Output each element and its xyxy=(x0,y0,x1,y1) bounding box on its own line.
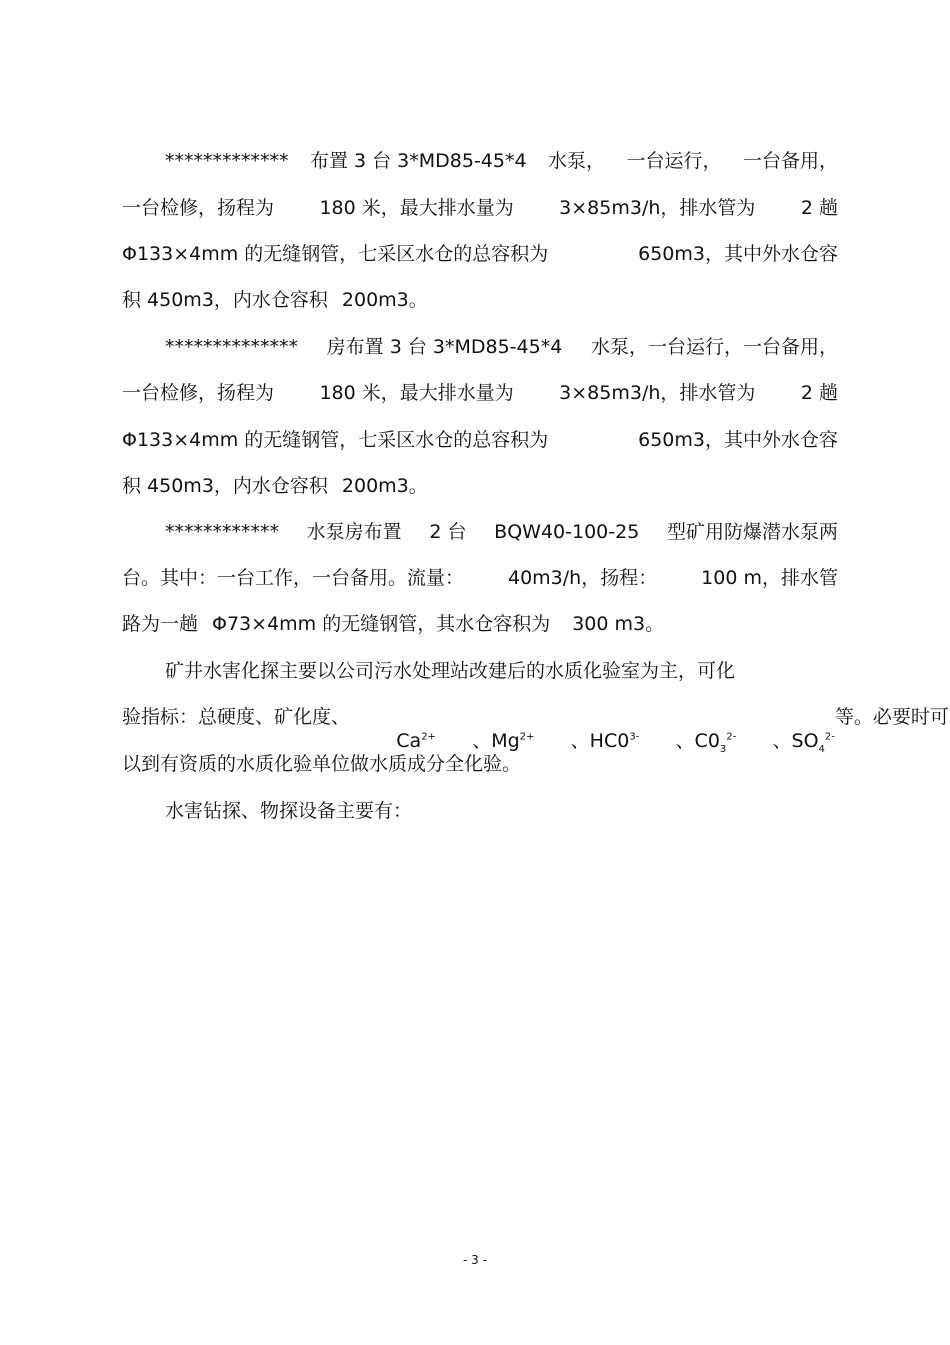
ion-subscript: 4 xyxy=(818,743,825,755)
text-segment: 、C0 xyxy=(675,730,720,752)
paragraph-1-line-4 xyxy=(122,288,838,312)
text-segment: 100 m，排水管 xyxy=(701,567,838,589)
paragraph-3-line-1 xyxy=(165,520,838,544)
text-segment: 200m3。 xyxy=(341,289,428,311)
text-segment: BQW40-100-25 xyxy=(494,521,640,543)
text-segment: 水泵，一台运行，一台备用， xyxy=(590,336,838,358)
redacted-text: ************** xyxy=(165,336,298,358)
page-number: - 3 - xyxy=(463,1253,487,1267)
text-segment: 3×85m3/h，排水管为 xyxy=(559,197,756,219)
paragraph-1-line-1 xyxy=(165,149,838,173)
text-segment: 2 趟 xyxy=(800,382,838,404)
ion-subscript: 3 xyxy=(719,743,727,755)
text-segment: Φ133×4mm 的无缝钢管，七采区水仓的总容积为 xyxy=(122,243,549,265)
paragraph-1-line-2 xyxy=(122,196,838,220)
paragraph-2-line-1 xyxy=(165,335,838,359)
text-segment: Φ133×4mm 的无缝钢管，七采区水仓的总容积为 xyxy=(122,429,549,451)
text-segment: 布置 3 台 3*MD85-45*4 xyxy=(309,150,527,172)
paragraph-3-line-2 xyxy=(122,566,838,590)
paragraph-4-line-3 xyxy=(122,752,838,776)
ion-charge: 2+ xyxy=(421,731,436,743)
ion-charge: 3- xyxy=(629,731,640,743)
text-segment: Ca xyxy=(396,730,422,752)
text-segment: 型矿用防爆潜水泵两 xyxy=(666,521,838,543)
text-segment: 一台检修，扬程为 xyxy=(122,382,275,404)
paragraph-1-line-3 xyxy=(122,242,838,266)
text-segment: 路为一趟 xyxy=(122,613,199,635)
text-segment: 300 m3。 xyxy=(572,613,665,635)
text-segment: 一台检修，扬程为 xyxy=(122,197,275,219)
text-segment: 验指标：总硬度、矿化度、 xyxy=(122,706,351,728)
text-segment: 房布置 3 台 3*MD85-45*4 xyxy=(326,336,563,358)
text-segment: Φ73×4mm 的无缝钢管，其水仓容积为 xyxy=(212,613,551,635)
paragraph-2-line-2 xyxy=(122,381,838,405)
redacted-text: ************* xyxy=(165,150,289,172)
paragraph-2-line-4 xyxy=(122,474,838,498)
text-segment: 一台运行， xyxy=(626,150,722,172)
text-segment: 矿井水害化探主要以公司污水处理站改建后的水质化验室为主，可化 xyxy=(165,660,736,682)
text-segment: 200m3。 xyxy=(341,475,428,497)
text-segment: 3×85m3/h，排水管为 xyxy=(559,382,756,404)
ion-charge: 2+ xyxy=(519,731,535,743)
text-segment: 以到有资质的水质化验单位做水质成分全化验。 xyxy=(122,753,522,775)
paragraph-5-line-1 xyxy=(165,799,838,823)
text-segment: 积 450m3，内水仓容积 xyxy=(122,289,328,311)
paragraph-2-line-3 xyxy=(122,428,838,452)
text-segment: 等。必要时可 xyxy=(834,706,949,728)
text-segment: 650m3，其中外水仓容 xyxy=(638,243,838,265)
text-segment: 180 米，最大排水量为 xyxy=(319,382,514,404)
text-segment: 水泵， xyxy=(548,150,606,172)
text-segment: 2 趟 xyxy=(800,197,838,219)
text-segment: 水害钻探、物探设备主要有： xyxy=(165,800,413,822)
ion-charge: 2- xyxy=(726,731,737,743)
paragraph-3-line-3 xyxy=(122,612,838,636)
text-segment: 650m3，其中外水仓容 xyxy=(638,429,838,451)
text-segment: 40m3/h，扬程： xyxy=(507,567,658,589)
text-segment: 一台备用， xyxy=(742,150,838,172)
redacted-text: ************ xyxy=(165,521,279,543)
text-segment: 180 米，最大排水量为 xyxy=(319,197,514,219)
text-segment: 、HC0 xyxy=(570,730,630,752)
text-segment: 、Mg xyxy=(472,730,520,752)
paragraph-4-line-1 xyxy=(165,659,838,683)
text-segment: 水泵房布置 xyxy=(306,521,402,543)
text-segment: 台。其中：一台工作，一台备用。流量： xyxy=(122,567,465,589)
ion-charge: 2- xyxy=(824,731,835,743)
text-segment: 、SO xyxy=(772,730,819,752)
text-segment: 2 台 xyxy=(429,521,467,543)
text-segment: 积 450m3，内水仓容积 xyxy=(122,475,328,497)
